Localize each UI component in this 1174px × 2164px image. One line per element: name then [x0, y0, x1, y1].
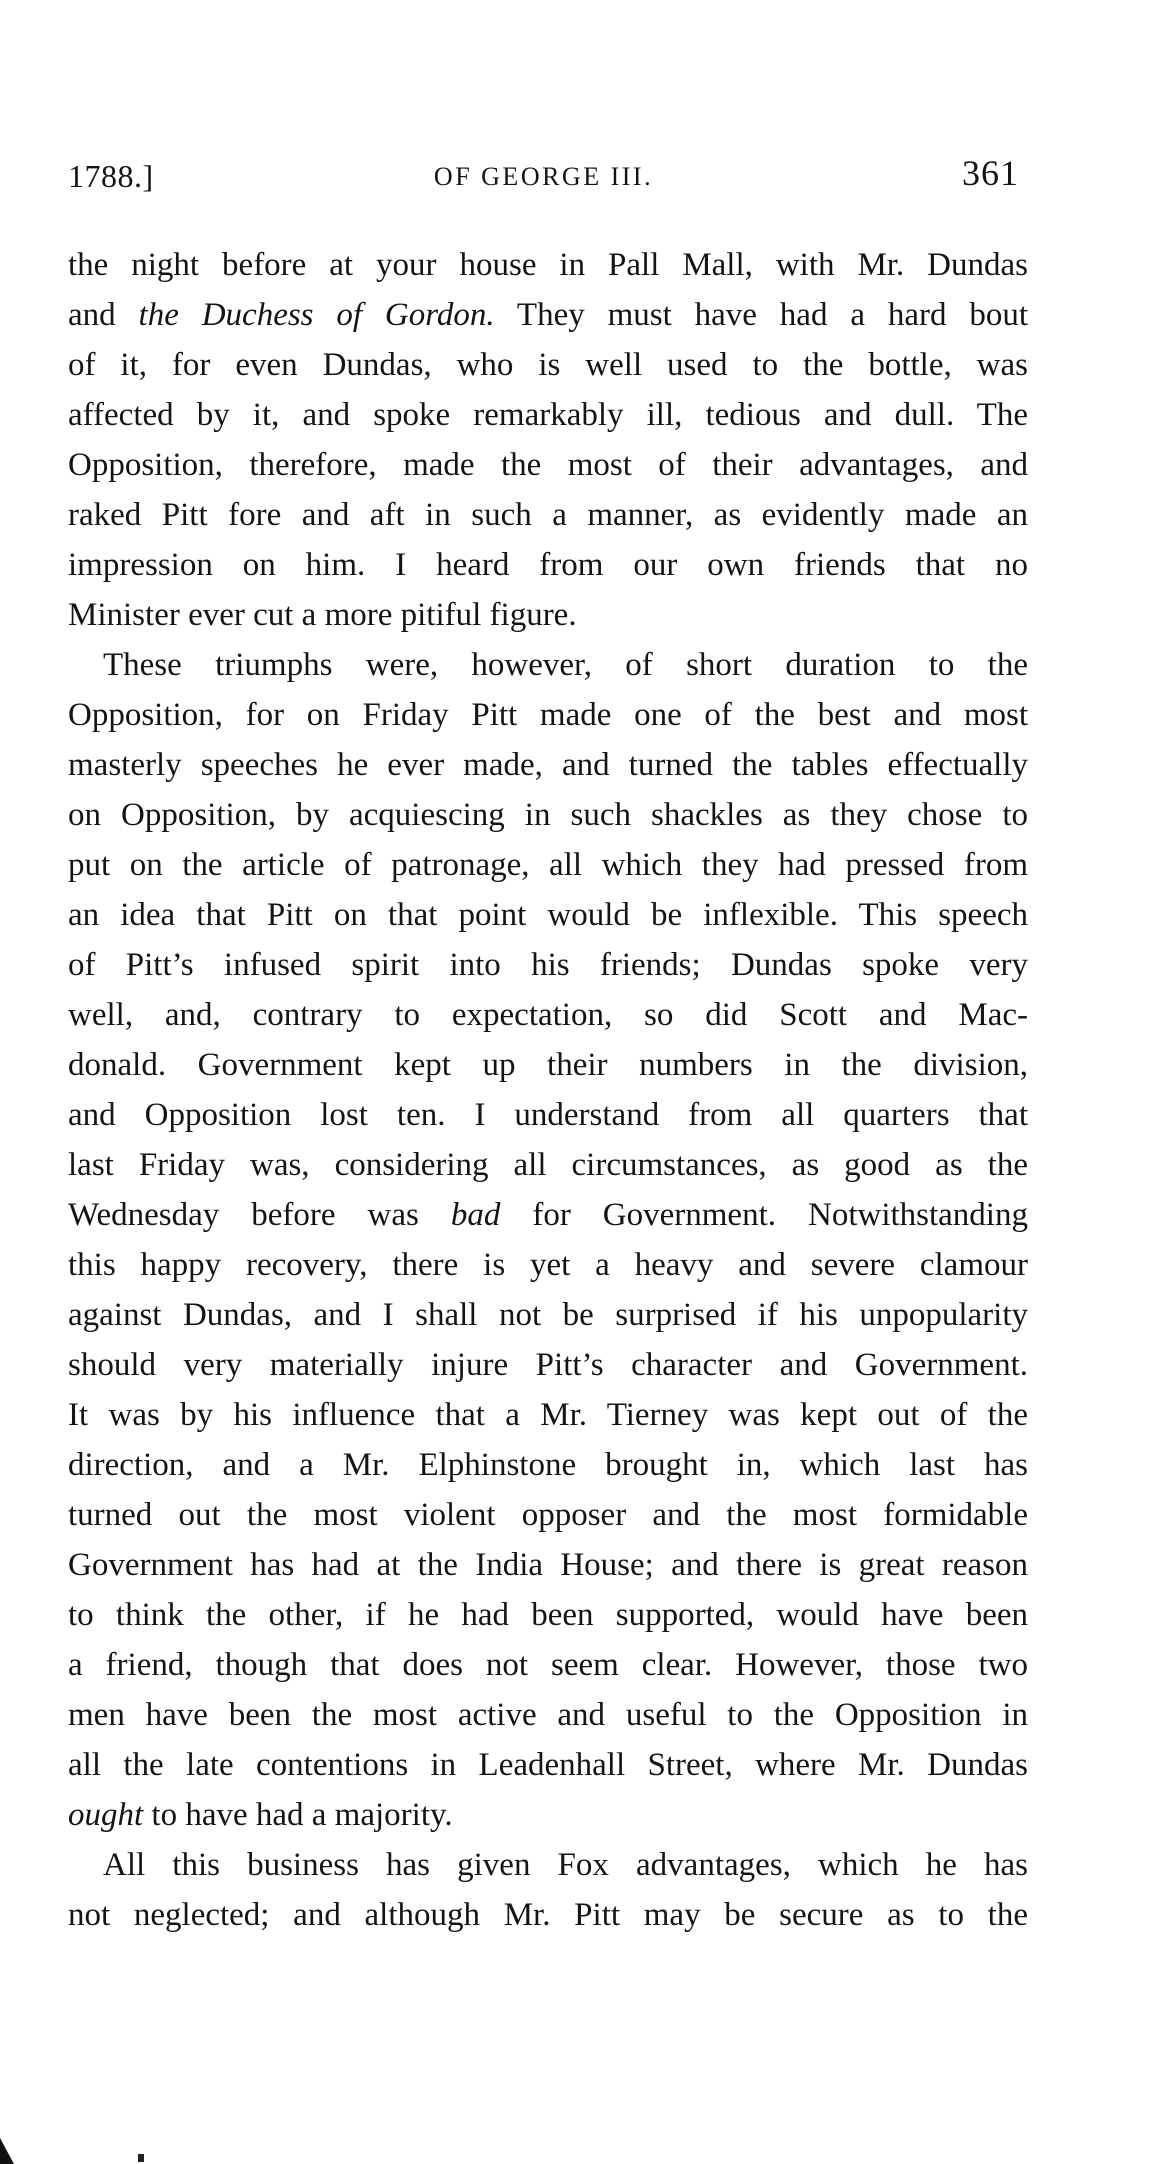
running-head	[68, 153, 1019, 208]
paragraph	[68, 1840, 1028, 1940]
text-line: masterly speeches he ever made, and turned the tables effectually	[68, 747, 1028, 783]
text-line: against Dundas, and I shall not be surprised if his unpopularity	[68, 1297, 1028, 1333]
running-head-title: OF GEORGE III.	[433, 162, 654, 191]
body-text	[68, 240, 1028, 1940]
text-line: of it, for even Dundas, who is well used to the bottle, was	[68, 347, 1028, 383]
text-line: should very materially injure Pitt’s character and Government.	[68, 1347, 1028, 1383]
text-line: affected by it, and spoke remarkably ill, tedious and dull. The	[68, 397, 1028, 433]
text-line: donald. Government kept up their numbers in the division,	[68, 1047, 1028, 1083]
text-line: of Pitt’s infused spirit into his friends; Dundas spoke very	[68, 947, 1028, 983]
text-line: men have been the most active and useful to the Opposition in	[68, 1697, 1028, 1733]
text-line: All this business has given Fox advantages, which he has	[103, 1847, 1028, 1883]
text-line: impression on him. I heard from our own friends that no	[68, 547, 1028, 583]
italic-word: bad	[450, 1197, 501, 1233]
text-line: a friend, though that does not seem clear. However, those two	[68, 1647, 1028, 1683]
text-line: turned out the most violent opposer and the most formidable	[68, 1497, 1028, 1533]
text-line: It was by his influence that a Mr. Tierney was kept out of the	[68, 1397, 1028, 1433]
running-head-year: 1788.]	[68, 158, 154, 194]
text-line: and Opposition lost ten. I understand from all quarters that	[68, 1097, 1028, 1133]
text-line: ought to have had a majority.	[68, 1797, 453, 1833]
text-line: this happy recovery, there is yet a heavy and severe clamour	[68, 1247, 1028, 1283]
text-line: an idea that Pitt on that point would be inflexible. This speech	[68, 897, 1028, 933]
text-line: all the late contentions in Leadenhall Street, where Mr. Dundas	[68, 1747, 1028, 1783]
text-line: well, and, contrary to expectation, so did Scott and Mac-	[68, 997, 1028, 1033]
text-line: raked Pitt fore and aft in such a manner, as evidently made an	[68, 497, 1028, 533]
paragraph	[68, 240, 1028, 640]
text-line: put on the article of patronage, all which they had pressed from	[68, 847, 1028, 883]
text-line: Opposition, therefore, made the most of their advantages, and	[68, 447, 1028, 483]
text-line: the night before at your house in Pall Mall, with Mr. Dundas	[68, 247, 1028, 283]
italic-word: ought	[68, 1797, 144, 1833]
text-line: direction, and a Mr. Elphinstone brought in, which last has	[68, 1447, 1028, 1483]
text-line: last Friday was, considering all circumstances, as good as the	[68, 1147, 1028, 1183]
text-line: Minister ever cut a more pitiful figure.	[68, 597, 577, 633]
paragraph	[68, 640, 1028, 1840]
text-line: Opposition, for on Friday Pitt made one of the best and most	[68, 697, 1028, 733]
page-number: 361	[962, 153, 1019, 193]
italic-phrase: the Duchess of Gordon.	[138, 297, 495, 333]
scan-speck	[138, 2154, 144, 2162]
text-line: These triumphs were, however, of short duration to the	[103, 647, 1028, 683]
text-line: Government has had at the India House; and there is great reason	[68, 1547, 1028, 1583]
text-line: and the Duchess of Gordon. They must have had a hard bout	[68, 297, 1028, 333]
text-line: on Opposition, by acquiescing in such shackles as they chose to	[68, 797, 1028, 833]
scan-corner-mark	[0, 2138, 14, 2164]
text-line: Wednesday before was bad for Government. Notwithstanding	[68, 1197, 1028, 1233]
text-line: to think the other, if he had been supported, would have been	[68, 1597, 1028, 1633]
text-line: not neglected; and although Mr. Pitt may be secure as to the	[68, 1897, 1028, 1933]
